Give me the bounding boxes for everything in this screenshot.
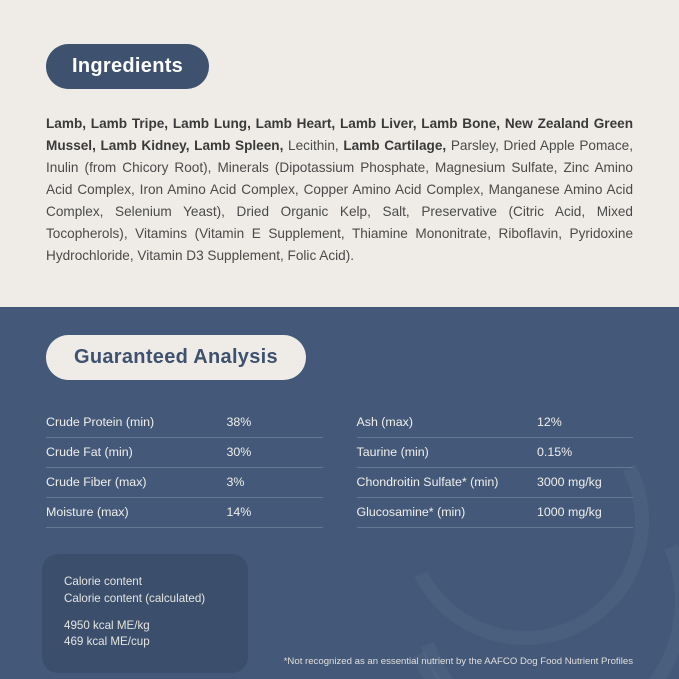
nutrient-value: 14% — [226, 505, 252, 519]
ga-right-column — [357, 408, 634, 528]
nutrient-value: 30% — [226, 445, 252, 459]
nutrient-label: Ash (max) — [356, 415, 413, 429]
nutrient-value: 3% — [226, 475, 245, 489]
nutrient-label: Crude Fiber (max) — [46, 475, 147, 489]
table-row — [357, 438, 634, 468]
calorie-content-box — [42, 554, 248, 673]
ingredients-section — [0, 0, 679, 307]
calorie-spacer — [64, 608, 226, 618]
calorie-line-1: Calorie content — [64, 575, 142, 588]
ingredients-mid: Lecithin, — [283, 138, 344, 154]
calorie-line-2: Calorie content (calculated) — [64, 591, 206, 605]
ingredients-heading-pill — [46, 44, 209, 89]
ga-bottom-row — [46, 554, 633, 673]
calorie-line-3: 4950 kcal ME/kg — [64, 618, 150, 632]
table-row — [46, 468, 323, 498]
table-row — [357, 408, 634, 438]
guaranteed-analysis-heading-pill — [46, 335, 306, 380]
ingredients-bold-second: Lamb Cartilage, — [343, 138, 447, 154]
ingredients-rest: Parsley, Dried Apple Pomace, Inulin (from Chicory Root), Minerals (Dipotassium Phosphate, Magnesium Sulfate, Zinc Amino Acid Complex, Iron Amino Acid Complex, Copper Amino Acid Complex, Manganese Amino Acid Complex, Selenium Yeast), Dried Organic Kelp, Salt, Preservative (Citric Acid, Mixed Tocopherols), Vitamins (Vitamin E Supplement, Thiamine Mononitrate, Riboflavin, Pyridoxine Hydrochloride, Vitamin D3 Supplement, Folic Acid). — [46, 138, 633, 264]
aafco-footnote: *Not recognized as an essential nutrient by the AAFCO Dog Food Nutrient Profiles — [283, 656, 633, 668]
ingredients-bold-lead: Lamb, Lamb Tripe, Lamb Lung, Lamb Heart, Lamb Liver, Lamb Bone, New Zealand Green Mussel, Lamb Kidney, Lamb Spleen, — [46, 116, 633, 154]
guaranteed-analysis-heading: Guaranteed Analysis — [74, 346, 278, 368]
nutrient-label: Crude Protein (min) — [46, 415, 155, 429]
table-row — [46, 498, 323, 528]
guaranteed-analysis-table — [46, 408, 633, 528]
table-row — [357, 468, 634, 498]
ga-left-column — [46, 408, 323, 528]
calorie-line-4: 469 kcal ME/cup — [64, 635, 150, 649]
ingredients-body — [46, 113, 633, 267]
ingredients-heading: Ingredients — [72, 55, 184, 77]
nutrient-label: Moisture (max) — [46, 505, 129, 519]
nutrient-value: 1000 mg/kg — [537, 505, 602, 519]
nutrient-label: Taurine (min) — [356, 445, 429, 459]
nutrient-label: Chondroitin Sulfate* (min) — [356, 475, 499, 489]
nutrient-label: Crude Fat (min) — [46, 445, 133, 459]
guaranteed-analysis-section — [0, 307, 679, 679]
table-row — [46, 408, 323, 438]
nutrient-value: 12% — [537, 415, 562, 429]
table-row — [46, 438, 323, 468]
nutrient-value: 0.15% — [537, 445, 573, 459]
nutrient-label: Glucosamine* (min) — [356, 505, 466, 519]
table-row — [357, 498, 634, 528]
nutrient-value: 38% — [226, 415, 252, 429]
nutrient-value: 3000 mg/kg — [537, 475, 602, 489]
